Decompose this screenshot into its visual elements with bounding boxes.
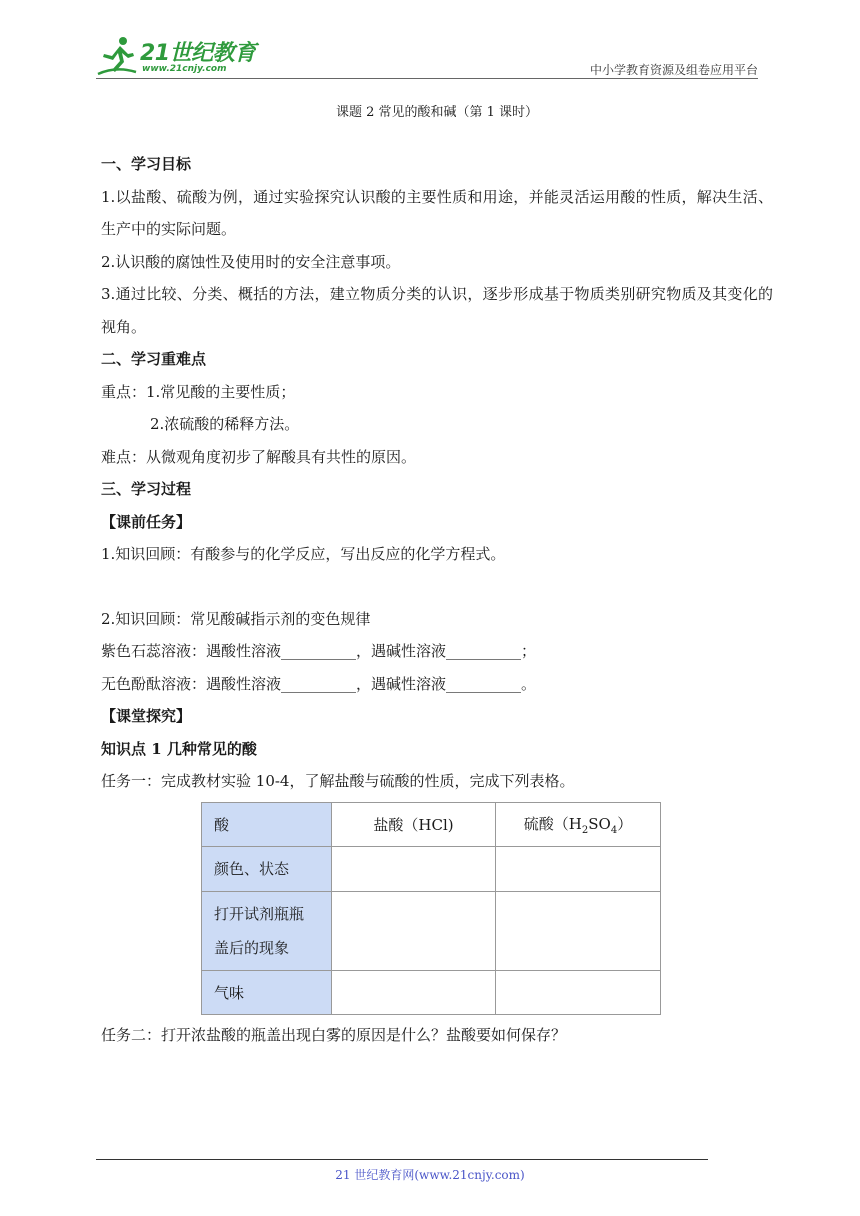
h2so4-sub-2: 2 [581, 824, 589, 836]
table-cell-empty [332, 846, 496, 891]
table-header-acid: 酸 [202, 802, 332, 846]
table-row [202, 891, 661, 970]
class-inquiry-heading: 【课堂探究】 [101, 707, 192, 725]
header-divider [96, 78, 758, 79]
task-1: 任务一：完成教材实验 10-4，了解盐酸与硫酸的性质，完成下列表格。 [101, 772, 575, 790]
h2so4-part: ） [617, 814, 633, 833]
task-2: 任务二：打开浓盐酸的瓶盖出现白雾的原因是什么？盐酸要如何保存？ [101, 1025, 567, 1044]
table-row [202, 802, 661, 846]
table-header-hcl: 盐酸（HCl) [332, 802, 496, 846]
acid-properties-table [201, 802, 661, 1015]
row-label-smell: 气味 [202, 970, 332, 1014]
footer-link[interactable]: 21 世纪教育网(www.21cnjy.com) [335, 1168, 525, 1182]
table-row [202, 970, 661, 1014]
h2so4-sub-4: 4 [610, 824, 618, 836]
logo [96, 34, 266, 78]
key-point-1: 重点：1.常见酸的主要性质； [101, 382, 296, 401]
logo-text: 21世纪教育 [140, 41, 256, 66]
platform-label: 中小学教育资源及组卷应用平台 [589, 63, 758, 77]
table-cell-empty [496, 891, 661, 970]
question-1: 1.知识回顾：有酸参与的化学反应，写出反应的化学方程式。 [101, 545, 506, 563]
section-heading-process: 三、学习过程 [101, 480, 192, 498]
pre-class-task-heading: 【课前任务】 [101, 512, 192, 531]
row-label-color-state: 颜色、状态 [202, 846, 332, 891]
page-title: 课题 2 常见的酸和碱（第 1 课时） [335, 105, 539, 120]
knowledge-point-1: 知识点 1 几种常见的酸 [101, 739, 257, 758]
row-label-line: 打开试剂瓶瓶 [214, 904, 305, 923]
difficulty: 难点：从微观角度初步了解酸具有共性的原因。 [101, 447, 417, 466]
goal-3: 3.通过比较、分类、概括的方法，建立物质分类的认识，逐步形成基于物质类别研究物质及其变化的视角。 [101, 285, 773, 336]
row-label-line: 盖后的现象 [214, 938, 290, 957]
logo-url: www.21cnjy.com [142, 64, 227, 74]
footer-divider [96, 1159, 708, 1160]
page-header [96, 34, 758, 80]
table-cell-empty [496, 846, 661, 891]
litmus-line: 紫色石蕊溶液：遇酸性溶液__________，遇碱性溶液__________； [101, 642, 537, 660]
phenolphthalein-line: 无色酚酞溶液：遇酸性溶液__________，遇碱性溶液__________。 [101, 674, 537, 693]
table-row [202, 846, 661, 891]
table-cell-empty [332, 891, 496, 970]
document-body [101, 95, 773, 1051]
key-point-2: 2.浓硫酸的稀释方法。 [150, 415, 300, 433]
h2so4-part: 硫酸（H [523, 814, 582, 833]
row-label-phenomenon [202, 891, 332, 970]
goal-2: 2.认识酸的腐蚀性及使用时的安全注意事项。 [101, 252, 401, 271]
h2so4-part: SO [588, 814, 611, 833]
table-cell-empty [496, 970, 661, 1014]
table-cell-empty [332, 970, 496, 1014]
goal-1: 1.以盐酸、硫酸为例，通过实验探究认识酸的主要性质和用途，并能灵活运用酸的性质，解决生活、生产中的实际问题。 [101, 187, 773, 238]
question-2: 2.知识回顾：常见酸碱指示剂的变色规律 [101, 609, 371, 628]
runner-logo-icon [96, 34, 140, 78]
answer-space [101, 571, 773, 603]
section-heading-goals: 一、学习目标 [101, 155, 192, 173]
table-header-h2so4 [496, 802, 661, 846]
section-heading-key-points: 二、学习重难点 [101, 350, 207, 368]
